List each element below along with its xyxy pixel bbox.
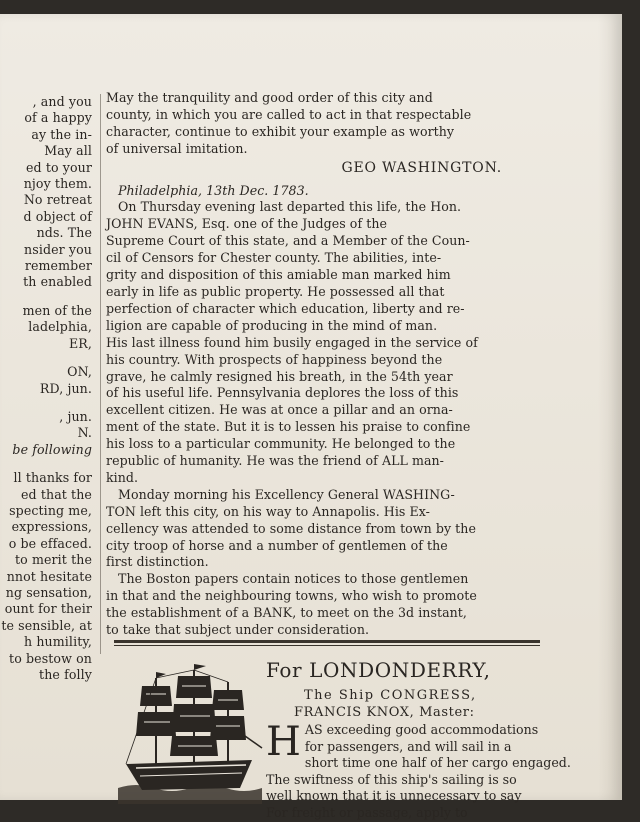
ad-ship-name: The Ship CONGRESS, — [304, 688, 477, 703]
text-line: county, in which you are called to act in that respectable — [106, 106, 472, 122]
left-column-line: ER, — [69, 335, 92, 351]
text-line: ment of the state. But it is to lessen his praise to confine — [106, 419, 471, 435]
text-line: cellency was attended to some distance from town by the — [106, 520, 476, 536]
ad-body-line: short time one half of her cargo engaged. — [304, 755, 571, 771]
left-column-line: to merit the — [15, 552, 92, 568]
left-column-line: ladelphia, — [28, 319, 92, 335]
ad-body-line: for passengers, and will sail in a — [304, 738, 512, 754]
text-line: His last illness found him busily engaged in the service of — [106, 334, 478, 350]
text-line: TON left this city, on his way to Annapolis. His Ex- — [106, 503, 430, 519]
text-line: the establishment of a BANK, to meet on the 3d instant, — [106, 605, 467, 621]
dateline: Philadelphia, 13th Dec. 1783. — [118, 182, 309, 198]
text-line: in that and the neighbouring towns, who wish to promote — [106, 588, 477, 604]
evans-obituary — [106, 199, 532, 486]
left-column-line: be following — [12, 441, 92, 457]
left-column-line: , jun. — [59, 408, 92, 424]
text-line: early in life as public property. He possessed all that — [106, 283, 445, 299]
text-line: character, continue to exhibit your example as worthy — [106, 123, 455, 139]
text-line: Monday morning his Excellency General WASHING- — [118, 486, 455, 502]
left-column-line: men of the — [22, 302, 92, 318]
left-column-line: nds. The — [36, 225, 92, 241]
boston-bank-notice — [106, 571, 532, 639]
ad-body-line: The swiftness of this ship's sailing is so — [266, 771, 517, 787]
left-column-line: ll thanks for — [13, 470, 92, 486]
ad-heading: For LONDONDERRY, — [266, 658, 491, 682]
left-column-line: ng sensation, — [5, 584, 92, 600]
left-column-line: No retreat — [23, 192, 92, 208]
section-divider — [114, 640, 540, 643]
left-column-line: specting me, — [9, 502, 92, 518]
newspaper-page — [0, 14, 622, 820]
column-rule — [100, 94, 101, 654]
left-column-line: to bestow on — [9, 650, 92, 666]
ad-body — [266, 719, 571, 822]
left-column-line — [0, 291, 92, 303]
ad-master: FRANCIS KNOX, Master: — [294, 705, 475, 720]
left-column-line: te sensible, at — [1, 617, 92, 633]
paper-edge-shadow — [598, 14, 622, 800]
left-column-line: N. — [77, 425, 92, 441]
text-line: republic of humanity. He was the friend of ALL man- — [106, 453, 444, 469]
left-column-line: expressions, — [11, 519, 92, 535]
text-line: of universal imitation. — [106, 140, 248, 156]
text-line: perfection of character which education, liberty and re- — [106, 300, 465, 316]
text-line: his country. With prospects of happiness beyond the — [106, 351, 443, 367]
left-column-line: remember — [24, 258, 92, 274]
section-divider-thin — [114, 645, 540, 646]
text-line: JOHN EVANS, Esq. one of the Judges of the — [106, 216, 387, 232]
text-line: cil of Censors for Chester county. The abilities, inte- — [106, 250, 442, 266]
ad-dropcap: H — [266, 719, 301, 765]
text-line: of his useful life. Pennsylvania deplores the loss of this — [106, 385, 459, 401]
ad-body-line: AS exceeding good accommodations — [304, 722, 539, 737]
text-line: grave, he calmly resigned his breath, in the 54th year — [106, 368, 453, 384]
left-column-line: ount for their — [4, 601, 92, 617]
text-line: city troop of horse and a number of gentlemen of the — [106, 537, 448, 553]
left-column-line — [0, 397, 92, 409]
text-line: first distinction. — [106, 554, 209, 570]
left-column-line — [0, 458, 92, 470]
main-column — [106, 90, 532, 639]
left-column-line: ed that the — [21, 486, 92, 502]
sailing-ship-icon — [116, 664, 264, 806]
left-column-line: May all — [44, 143, 92, 159]
ad-body-line: well known that it is unnecessary to say — [266, 788, 522, 804]
left-column-line: ed to your — [26, 159, 92, 175]
left-column-line: nsider you — [24, 241, 92, 257]
left-column-line: the folly — [39, 667, 92, 682]
left-column-line: , and you — [32, 94, 92, 109]
text-line: his loss to a particular community. He belonged to the — [106, 436, 456, 452]
left-column-line: ay the in- — [31, 126, 92, 142]
text-line: On Thursday evening last departed this life, the Hon. — [118, 199, 462, 215]
signature: GEO WASHINGTON. — [341, 159, 502, 176]
text-line: excellent citizen. He was at once a pillar and an orna- — [106, 402, 453, 418]
left-column-line: of a happy — [24, 110, 92, 126]
text-line: grity and disposition of this amiable man marked him — [106, 267, 451, 283]
left-column-line: njoy them. — [23, 176, 92, 192]
text-line: kind. — [106, 469, 139, 485]
left-column-line: th enabled — [23, 274, 92, 290]
text-line: May the tranquility and good order of this city and — [106, 90, 433, 105]
text-line: The Boston papers contain notices to those gentlemen — [118, 571, 469, 587]
text-line: ligion are capable of producing in the mind of man. — [106, 317, 438, 333]
washington-departure — [106, 487, 532, 572]
left-column-line — [0, 352, 92, 364]
left-column-line: nnot hesitate — [6, 568, 92, 584]
left-column-line: o be effaced. — [8, 535, 92, 551]
left-column-line: d object of — [23, 208, 92, 224]
ad-body-line: For freight or passage, apply to — [266, 804, 468, 820]
text-line: Supreme Court of this state, and a Member of the Coun- — [106, 233, 470, 249]
left-column — [0, 94, 92, 804]
left-column-line: h humility, — [24, 634, 92, 650]
left-column-line: ON, — [67, 364, 92, 380]
text-line: to take that subject under consideration. — [106, 622, 370, 638]
left-column-line: RD, jun. — [39, 380, 92, 396]
